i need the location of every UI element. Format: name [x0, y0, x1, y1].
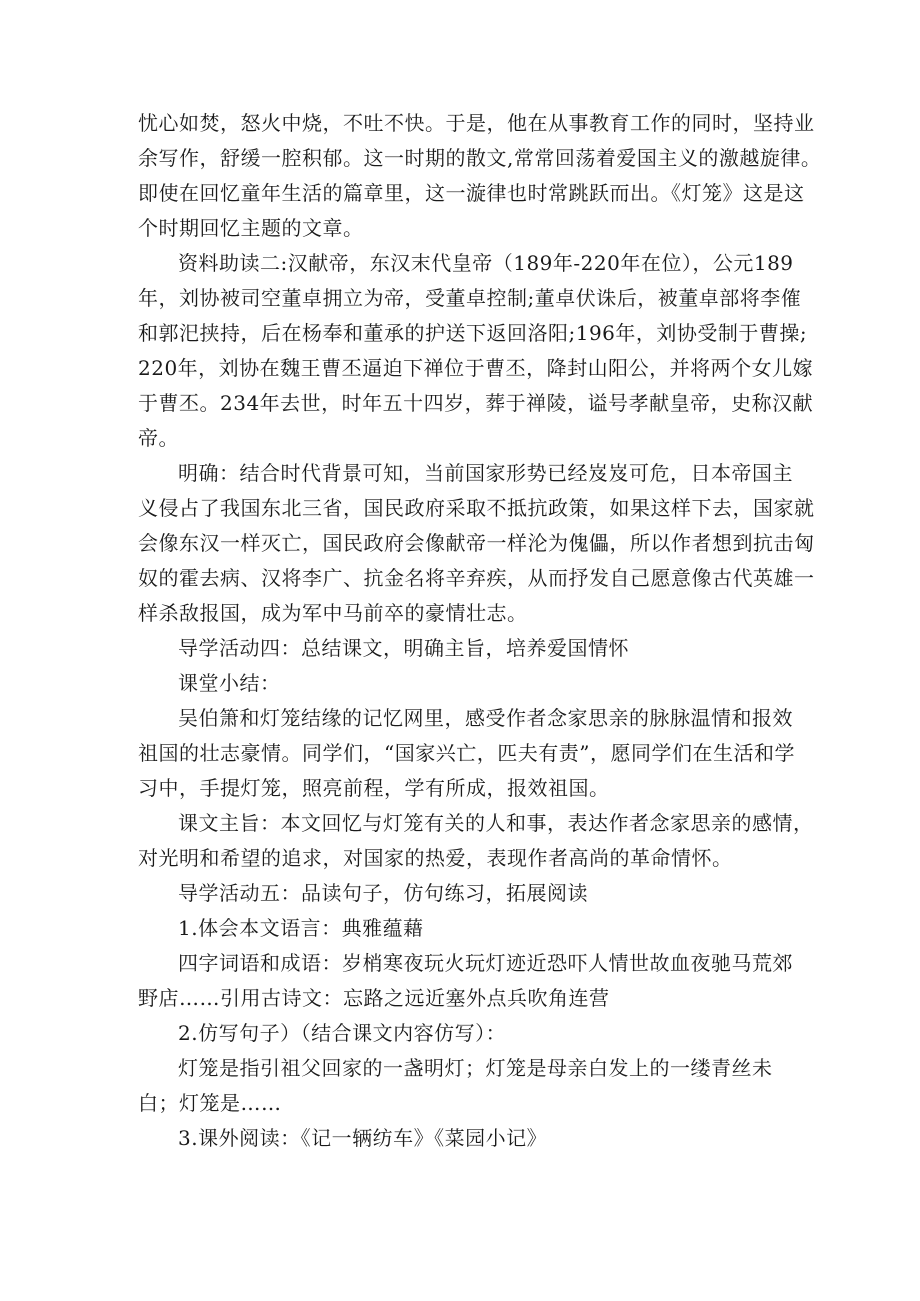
paragraph	[138, 1121, 798, 1156]
paragraph	[138, 876, 798, 911]
text-line: 即使在回忆童年生活的篇章里，这一漩律也时常跳跃而出。《灯笼》这是这	[138, 181, 805, 205]
text-line: 习中，手提灯笼，照亮前程，学有所成，报效祖国。	[138, 776, 610, 800]
paragraph	[138, 456, 815, 631]
paragraph	[138, 1051, 798, 1121]
text-line: 样杀敌报国，成为军中马前卒的豪情壮志。	[138, 601, 528, 625]
paragraph	[138, 946, 798, 1016]
text-line: 义侵占了我国东北三省，国民政府采取不抵抗政策，如果这样下去，国家就	[138, 496, 815, 520]
text-line: 余写作，舒缓一腔积郁。这一时期的散文,常常回荡着爱国主义的激越旋律。	[138, 146, 822, 170]
text-line: 课文主旨：本文回忆与灯笼有关的人和事，表达作者念家思亲的感情，	[178, 811, 814, 835]
paragraph	[138, 911, 798, 946]
text-line: 对光明和希望的追求，对国家的热爱，表现作者高尚的革命情怀。	[138, 846, 733, 870]
paragraph	[138, 631, 798, 666]
text-line: 2.仿写句子）（结合课文内容仿写）：	[178, 1021, 507, 1045]
text-line: 导学活动五：品读句子，仿句练习，拓展阅读	[178, 881, 588, 905]
text-line: 于曹丕。234年去世，时年五十四岁，葬于禅陵，谥号孝献皇帝，史称汉献	[138, 391, 814, 415]
text-line: 3.课外阅读：《记一辆纺车》《菜园小记》	[178, 1126, 548, 1150]
text-line: 220年，刘协在魏王曹丕逼迫下禅位于曹丕，降封山阳公，并将两个女儿嫁	[138, 356, 814, 380]
text-line: 野店……引用古诗文：忘路之远近塞外点兵吹角连营	[138, 986, 610, 1010]
text-line: 明确：结合时代背景可知，当前国家形势已经岌岌可危，日本帝国主	[178, 461, 793, 485]
text-line: 1.体会本文语言：典雅蕴藉	[178, 916, 424, 940]
paragraph	[138, 666, 798, 701]
text-line: 吴伯箫和灯笼结缘的记忆网里，感受作者念家思亲的脉脉温情和报效	[178, 706, 793, 730]
paragraph	[138, 701, 798, 806]
text-line: 课堂小结：	[178, 671, 281, 695]
text-line: 年，刘协被司空董卓拥立为帝，受董卓控制;董卓伏诛后，被董卓部将李傕	[138, 286, 802, 310]
text-line: 和郭汜挟持，后在杨奉和董承的护送下返回洛阳;196年，刘协受制于曹操;	[138, 321, 808, 345]
text-line: 个时期回忆主题的文章。	[138, 216, 364, 240]
text-line: 资料助读二:汉献帝，东汉末代皇帝（189年-220年在位），公元189	[178, 251, 794, 275]
paragraph	[138, 806, 814, 876]
paragraph	[138, 106, 822, 246]
text-line: 会像东汉一样灭亡，国民政府会像献帝一样沦为傀儡，所以作者想到抗击匈	[138, 531, 815, 555]
paragraph	[138, 1016, 798, 1051]
text-line: 奴的霍去病、汉将李广、抗金名将辛弃疾，从而抒发自己愿意像古代英雄一	[138, 566, 815, 590]
paragraph	[138, 246, 814, 456]
text-line: 祖国的壮志豪情。同学们，“国家兴亡，匹夫有责”，愿同学们在生活和学	[138, 741, 795, 765]
document-page	[138, 106, 822, 1156]
text-line: 帝。	[138, 426, 179, 450]
text-line: 四字词语和成语：岁梢寒夜玩火玩灯迹近恐吓人情世故血夜驰马荒郊	[178, 951, 793, 975]
text-line: 忧心如焚，怒火中烧，不吐不快。于是，他在从事教育工作的同时，坚持业	[138, 111, 815, 135]
text-line: 导学活动四：总结课文，明确主旨，培养爱国情怀	[178, 636, 629, 660]
text-line: 白；灯笼是……	[138, 1091, 282, 1115]
text-line: 灯笼是指引祖父回家的一盏明灯；灯笼是母亲白发上的一缕青丝未	[178, 1056, 773, 1080]
